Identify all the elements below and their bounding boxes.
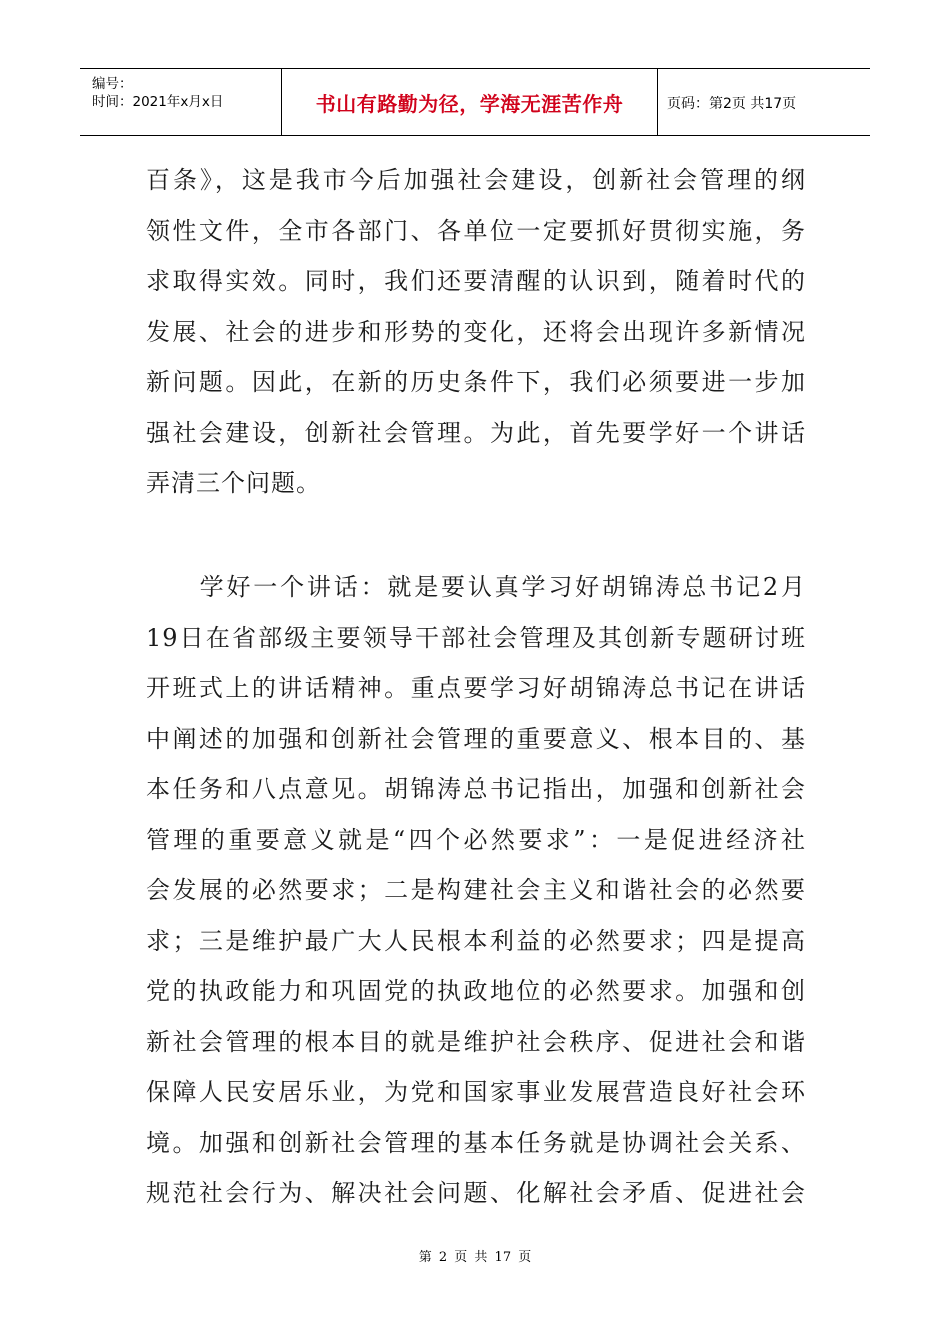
paragraph-line: 开班式上的讲话精神。重点要学习好胡锦涛总书记在讲话 — [146, 674, 806, 702]
header-motto-cell — [282, 69, 658, 135]
paragraph-line: 学好一个讲话：就是要认真学习好胡锦涛总书记2月 — [146, 573, 806, 601]
header-meta-cell — [80, 69, 282, 135]
paragraph-line: 保障人民安居乐业，为党和国家事业发展营造良好社会环 — [146, 1078, 806, 1106]
paragraph-1 — [146, 163, 806, 517]
paragraph-line: 19日在省部级主要领导干部社会管理及其创新专题研讨班 — [146, 623, 806, 652]
paragraph-line: 弄清三个问题。 — [146, 469, 321, 497]
paragraph-line: 中阐述的加强和创新社会管理的重要意义、根本目的、基 — [146, 724, 806, 753]
header-page-info: 页码：第2页 共17页 — [667, 96, 797, 112]
page-footer: 第 2 页 共 17 页 — [418, 1250, 532, 1265]
paragraph-line: 百条》，这是我市今后加强社会建设，创新社会管理的纲 — [146, 166, 806, 194]
paragraph-line: 领性文件，全市各部门、各单位一定要抓好贯彻实施，务 — [146, 216, 806, 245]
page-header — [80, 68, 870, 136]
paragraph-line: 新问题。因此，在新的历史条件下，我们必须要进一步加 — [146, 368, 806, 396]
paragraph-line: 境。加强和创新社会管理的基本任务就是协调社会关系、 — [146, 1128, 806, 1157]
header-motto: 书山有路勤为径，学海无涯苦作舟 — [315, 91, 624, 116]
paragraph-line: 求；三是维护最广大人民根本利益的必然要求；四是提高 — [146, 926, 806, 955]
paragraph-line: 规范社会行为、解决社会问题、化解社会矛盾、促进社会 — [146, 1179, 806, 1207]
paragraph-line: 强社会建设，创新社会管理。为此，首先要学好一个讲话 — [146, 418, 806, 447]
paragraph-line: 发展、社会的进步和形势的变化，还将会出现许多新情况 — [146, 317, 806, 346]
paragraph-line: 求取得实效。同时，我们还要清醒的认识到，随着时代的 — [146, 267, 806, 295]
document-number-label: 编号： — [92, 76, 133, 92]
header-page-cell — [658, 69, 870, 135]
paragraph-line: 管理的重要意义就是“四个必然要求”：一是促进经济社 — [146, 825, 806, 854]
paragraph-line: 新社会管理的根本目的就是维护社会秩序、促进社会和谐 — [146, 1027, 806, 1056]
paragraph-line: 党的执政能力和巩固党的执政地位的必然要求。加强和创 — [146, 977, 806, 1005]
document-time-label: 时间：2021年x月x日 — [92, 94, 224, 110]
paragraph-line: 会发展的必然要求；二是构建社会主义和谐社会的必然要 — [146, 876, 806, 904]
paragraph-2 — [146, 570, 806, 1227]
paragraph-line: 本任务和八点意见。胡锦涛总书记指出，加强和创新社会 — [146, 775, 806, 803]
